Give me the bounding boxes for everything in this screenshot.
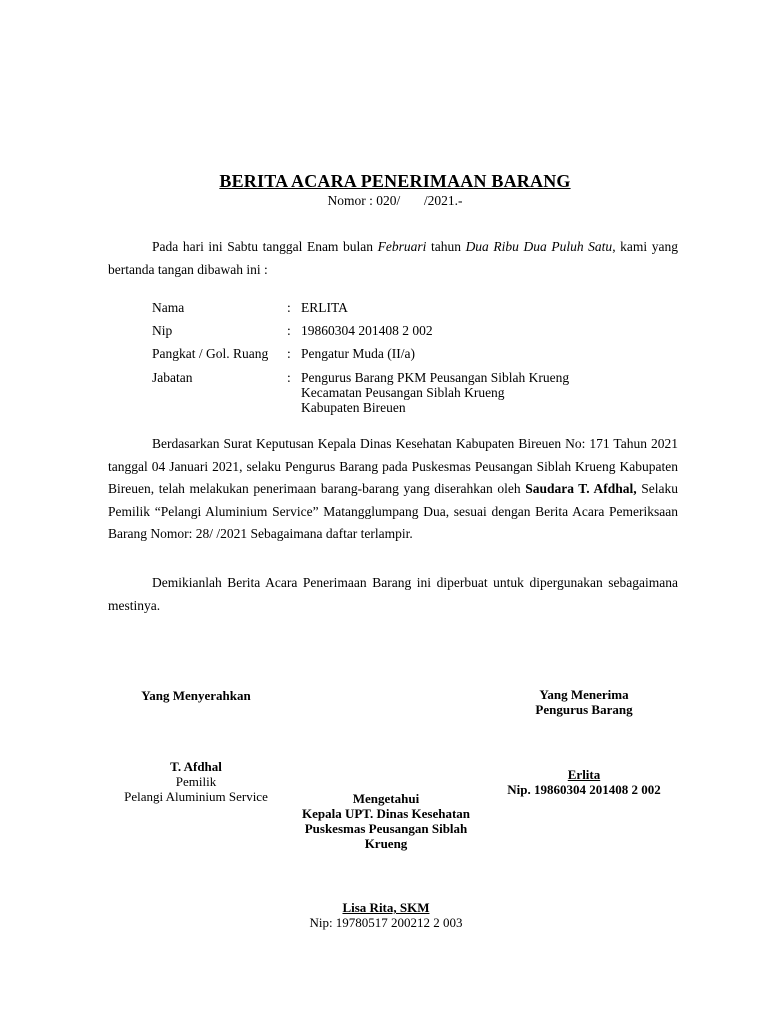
jabatan-colon: : (287, 370, 291, 385)
right-signer-nip: Nip. 19860304 201408 2 002 (507, 782, 661, 797)
pangkat-value: Pengatur Muda (II/a) (301, 346, 415, 361)
right-heading-2: Pengurus Barang (535, 702, 633, 717)
nama-value: ERLITA (301, 300, 348, 315)
opening-year-words: Dua Ribu Dua Puluh Satu (465, 239, 613, 254)
left-signer-name: T. Afdhal (170, 759, 222, 774)
jabatan-value (301, 370, 569, 415)
left-signature-heading (108, 688, 284, 703)
opening-paragraph (108, 236, 678, 281)
center-signature-block (279, 900, 493, 930)
pangkat-colon: : (287, 346, 291, 361)
jabatan-line-2: Kecamatan Peusangan Siblah Krueng (301, 385, 505, 400)
nip-colon: : (287, 323, 291, 338)
opening-text-3: , kami yang bertanda tangan dibawah ini : (108, 239, 678, 277)
right-signature-block (484, 767, 684, 797)
center-heading-line-2: Puskesmas Peusangan Siblah (304, 821, 468, 836)
document-number: Nomor : 020/ /2021.- (327, 193, 463, 208)
opening-month: Februari (377, 239, 427, 254)
body-bold-name: Saudara T. Afdhal, (525, 481, 637, 496)
center-signature-heading (279, 791, 493, 851)
left-signature-block (98, 759, 294, 804)
center-heading-line-3: Krueng (364, 836, 408, 851)
closing-paragraph: Demikianlah Berita Acara Penerimaan Barang ini diperbuat untuk dipergunakan sebagaimana mestinya. (108, 575, 678, 613)
body-paragraph (108, 433, 678, 546)
opening-text-1: Pada hari ini Sabtu tanggal Enam bulan (152, 239, 378, 254)
right-signer-name: Erlita (567, 767, 601, 782)
left-signer-company: Pelangi Aluminium Service (124, 789, 268, 804)
right-heading-1: Yang Menerima (539, 687, 629, 702)
left-signer-role: Pemilik (175, 774, 217, 789)
left-heading-text: Yang Menyerahkan (141, 688, 251, 703)
nama-colon: : (287, 300, 291, 315)
body-text-2: Selaku Pemilik “Pelangi Aluminium Service” Matangglumpang Dua, sesuai dengan Berita Acara Pemeriksaan Barang Nomor: 28/ /2021 Sebagaimana daftar terlampir. (108, 481, 679, 541)
pangkat-label: Pangkat / Gol. Ruang (152, 346, 269, 361)
document-title: BERITA ACARA PENERIMAAN BARANG (219, 171, 571, 191)
right-signature-heading (484, 687, 684, 717)
jabatan-label: Jabatan (152, 370, 193, 385)
jabatan-line-1: Pengurus Barang PKM Peusangan Siblah Krueng (301, 370, 570, 385)
center-heading-line-1: Kepala UPT. Dinas Kesehatan (301, 806, 471, 821)
nip-value: 19860304 201408 2 002 (301, 323, 433, 338)
center-heading: Mengetahui (352, 791, 420, 806)
center-signer-name: Lisa Rita, SKM (342, 900, 430, 915)
center-signer-nip: Nip: 19780517 200212 2 003 (309, 915, 463, 930)
jabatan-line-3: Kabupaten Bireuen (301, 400, 406, 415)
nip-label: Nip (152, 323, 173, 338)
body-text-1: Berdasarkan Surat Keputusan Kepala Dinas Kesehatan Kabupaten Bireuen No: 171 Tahun 2021 tanggal 04 Januari 2021, selaku Pengurus Barang pada Puskesmas Peusangan Siblah Krueng Kabupaten Bireuen, telah melakukan penerimaan barang-barang yang diserahkan oleh (108, 436, 678, 496)
opening-text-2: tahun (426, 239, 466, 254)
nama-label: Nama (152, 300, 185, 315)
